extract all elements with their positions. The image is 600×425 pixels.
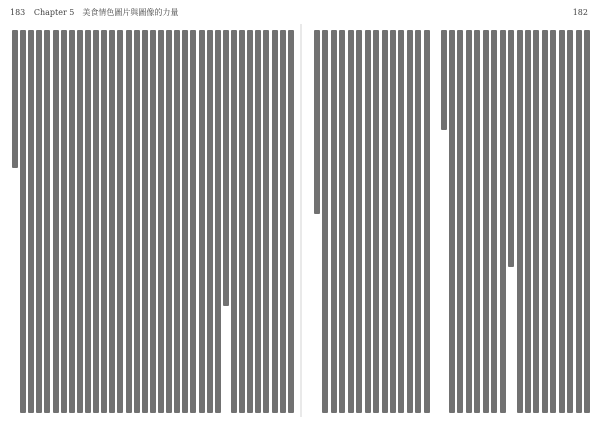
- right-page-body: [314, 30, 590, 413]
- left-running-head: Chapter 5 美食情色圖片與圖像的力量: [33, 8, 179, 17]
- text-column: [263, 30, 269, 413]
- text-column: [474, 30, 480, 413]
- text-column: [280, 30, 286, 413]
- text-column: [457, 30, 463, 413]
- text-column: [101, 30, 107, 413]
- text-column: [288, 30, 294, 413]
- text-column: [508, 30, 514, 267]
- text-column: [314, 30, 320, 214]
- text-column: [142, 30, 148, 413]
- text-column: [85, 30, 91, 413]
- text-column: [533, 30, 539, 413]
- text-column: [150, 30, 156, 413]
- text-column: [517, 30, 523, 413]
- text-column: [373, 30, 379, 413]
- text-column: [466, 30, 472, 413]
- text-column: [215, 30, 221, 413]
- text-column: [77, 30, 83, 413]
- text-column: [567, 30, 573, 413]
- text-column: [28, 30, 34, 413]
- text-column: [441, 30, 447, 130]
- text-column: [322, 30, 328, 413]
- text-column: [576, 30, 582, 413]
- page-gutter: [300, 24, 302, 417]
- text-column: [550, 30, 556, 413]
- text-column: [247, 30, 253, 413]
- text-column: [207, 30, 213, 413]
- text-column: [339, 30, 345, 413]
- text-column: [109, 30, 115, 413]
- text-column: [190, 30, 196, 413]
- left-page-body: [12, 30, 294, 413]
- text-column: [69, 30, 75, 413]
- text-column: [182, 30, 188, 413]
- text-column: [525, 30, 531, 413]
- text-column: [166, 30, 172, 413]
- text-column: [53, 30, 59, 413]
- text-column: [432, 30, 438, 413]
- text-column: [174, 30, 180, 413]
- text-column: [500, 30, 506, 413]
- text-column: [134, 30, 140, 413]
- text-column: [255, 30, 261, 413]
- text-column: [36, 30, 42, 413]
- text-column: [20, 30, 26, 413]
- right-page-number: 182: [572, 8, 588, 17]
- text-column: [398, 30, 404, 413]
- text-column: [415, 30, 421, 413]
- text-column: [239, 30, 245, 413]
- text-column: [407, 30, 413, 413]
- text-column: [365, 30, 371, 413]
- text-column: [356, 30, 362, 413]
- text-column: [491, 30, 497, 413]
- text-column: [390, 30, 396, 413]
- text-column: [272, 30, 278, 413]
- text-column: [348, 30, 354, 413]
- text-column: [223, 30, 229, 306]
- text-column: [483, 30, 489, 413]
- text-column: [542, 30, 548, 413]
- text-column: [584, 30, 590, 413]
- text-column: [117, 30, 123, 413]
- text-column: [93, 30, 99, 413]
- text-column: [12, 30, 18, 168]
- left-page-number: 183: [10, 8, 26, 17]
- text-column: [61, 30, 67, 413]
- text-column: [126, 30, 132, 413]
- right-page-header: [573, 6, 588, 20]
- text-column: [424, 30, 430, 413]
- text-column: [44, 30, 50, 413]
- text-column: [331, 30, 337, 413]
- text-column: [559, 30, 565, 413]
- text-column: [449, 30, 455, 413]
- text-column: [231, 30, 237, 413]
- text-column: [158, 30, 164, 413]
- text-column: [199, 30, 205, 413]
- text-column: [382, 30, 388, 413]
- left-page-header: [10, 6, 178, 20]
